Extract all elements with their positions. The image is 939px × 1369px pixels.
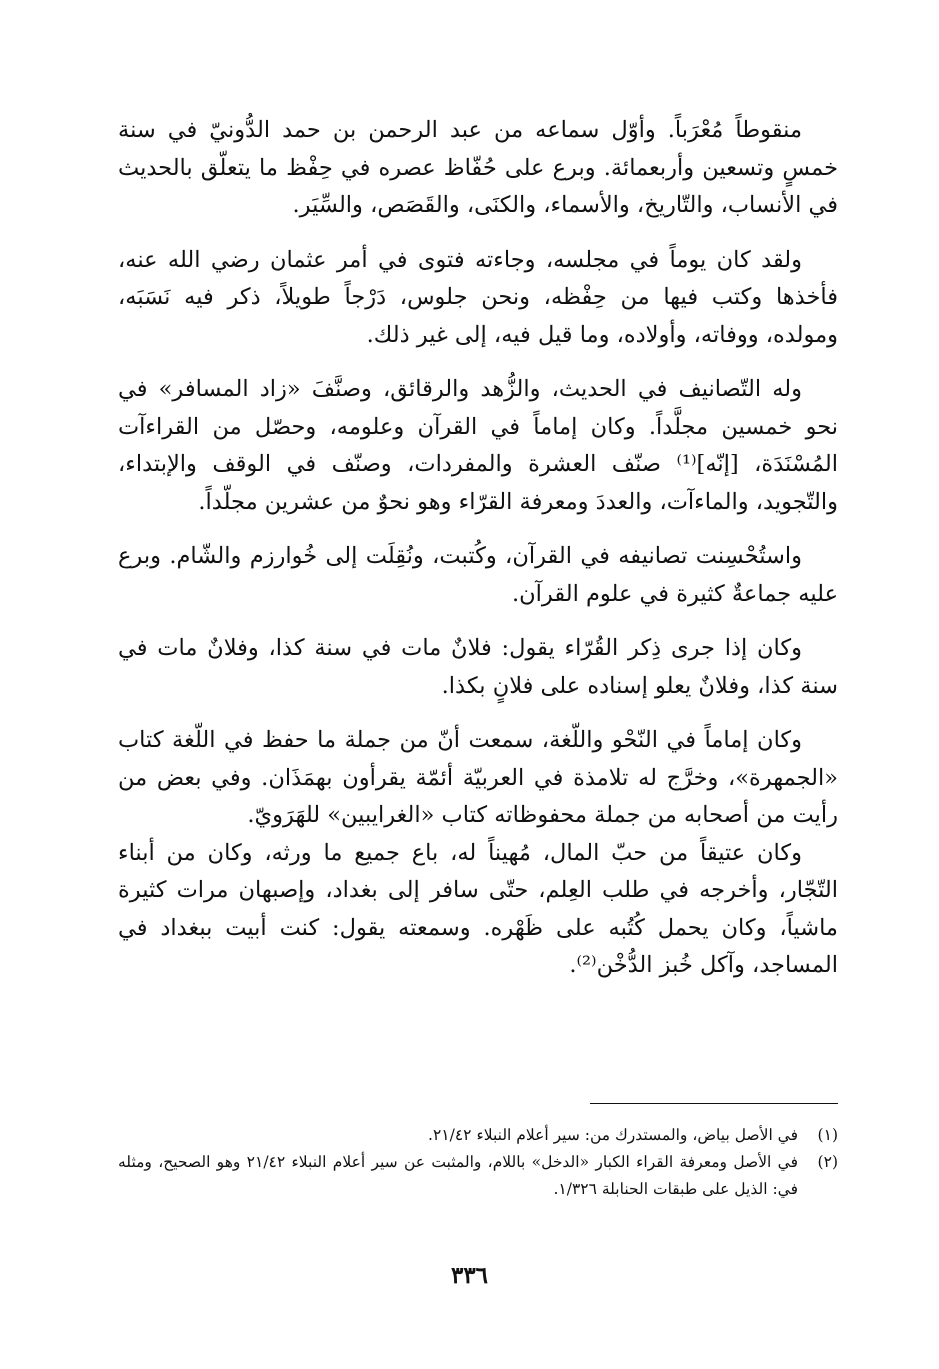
footnotes: [118, 1122, 838, 1203]
footnote-separator: [590, 1103, 838, 1104]
page-number: ٣٣٦: [450, 1262, 489, 1289]
footnote-text: في الأصل ومعرفة القراء الكبار «الدخل» باللام، والمثبت عن سير أعلام النبلاء ٢١/٤٢ وهو الصحيح، ومثله في: الذيل على طبقات الحنابلة ١/٣٢٦.: [118, 1153, 798, 1198]
paragraph-1: منقوطاً مُعْرَباً. وأوّل سماعه من عبد الرحمن بن حمد الدُّونيّ في سنة خمسٍ وتسعين وأربعمائة. وبرع على حُفّاظ عصره في حِفْظ ما يتعلّق بالحديث في الأنساب، والتّاريخ، والأسماء، والكنَى، والقَصَص، والسِّيَر.: [118, 117, 838, 218]
paragraph-6: وكان إماماً في النّحْو واللّغة، سمعت أنّ من جملة ما حفظ في اللّغة كتاب «الجمهرة»، وخرَّج له تلامذة في العربيّة أئمّة يقرأون بهمَذَان. وفي بعض من رأيت من أصحابه من جملة محفوظاته كتاب «الغرايبين» للهَرَويّ.: [118, 727, 838, 828]
footnote-number: (١): [817, 1126, 838, 1144]
footnote-number: (٢): [817, 1153, 838, 1171]
paragraph-2: ولقد كان يوماً في مجلسه، وجاءته فتوى في أمر عثمان رضي الله عنه، فأخذها وكتب فيها من حِفْظه، ونحن جلوس، دَرْجاً طويلاً، ذكر فيه نَسَبَه، ومولده، ووفاته، وأولاده، وما قيل فيه، إلى غير ذلك.: [118, 246, 838, 348]
footnote-text: في الأصل بياض، والمستدرك من: سير أعلام النبلاء ٢١/٤٢.: [428, 1126, 798, 1144]
footnote-2: [118, 1149, 838, 1203]
paragraph-7: وكان عتيقاً من حبّ المال، مُهيناً له، باع جميع ما ورثه، وكان من أبناء التّجّار، وأخرجه في طلب العِلم، حتّى سافر إلى بغداد، وإصبهان مرات كثيرة ماشياً، وكان يحمل كُتُبه على ظَهْره. وسمعته يقول: كنت أبيت ببغداد في المساجد، وآكل خُبز الدُّخْن⁽²⁾.: [118, 839, 838, 978]
footnote-1: [118, 1122, 838, 1149]
main-text: [118, 112, 838, 1002]
paragraph-5: وكان إذا جرى ذِكر القُرّاء يقول: فلانٌ مات في سنة كذا، وفلانٌ مات في سنة كذا، وفلانٌ يعلو إسناده على فلانٍ بكذا.: [118, 635, 838, 699]
paragraph-3: وله التّصانيف في الحديث، والزُّهد والرقائق، وصنَّفَ «زاد المسافر» في نحو خمسين مجلَّداً. وكان إماماً في القرآن وعلومه، وحصّل من القراءآت المُسْنَدَة، [إنّه]⁽¹⁾ صنّف العشرة والمفردات، وصنّف في الوقف والإبتداء، والتّجويد، والماءآت، والعددَ ومعرفة القرّاء وهو نحوٌ من عشرين مجلّداً.: [118, 376, 838, 515]
paragraph-4: واستُحْسِنت تصانيفه في القرآن، وكُتبت، ونُقِلَت إلى خُوارزم والشّام. وبرع عليه جماعةٌ كثيرة في علوم القرآن.: [118, 543, 838, 607]
